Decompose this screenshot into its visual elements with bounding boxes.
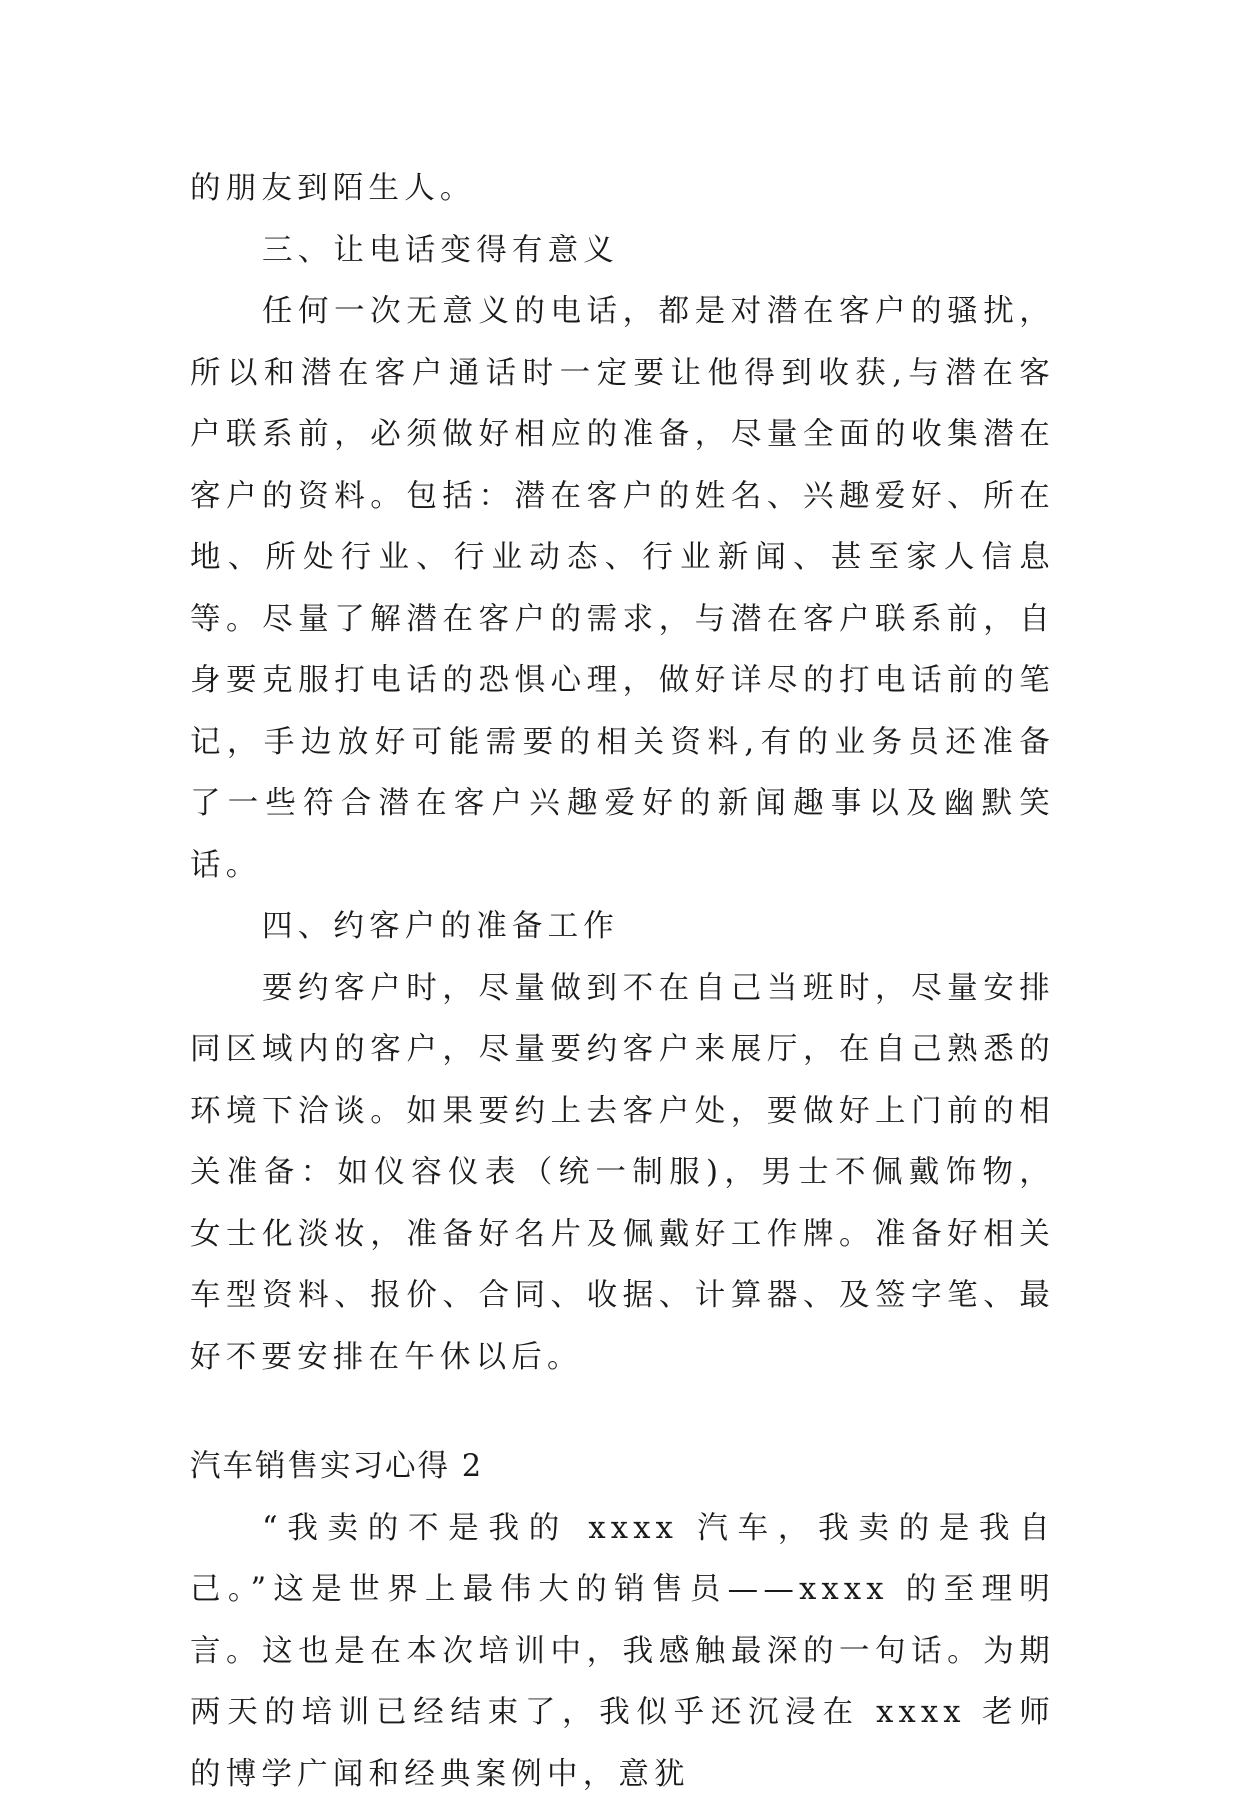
section-heading-3: 三、让电话变得有意义 <box>190 220 1055 282</box>
document-section-title: 汽车销售实习心得 2 <box>190 1436 1055 1498</box>
paragraph: 任何一次无意义的电话，都是对潜在客户的骚扰，所以和潜在客户通话时一定要让他得到收获,与潜在客户联系前，必须做好相应的准备，尽量全面的收集潜在客户的资料。包括：潜在客户的姓名、兴趣爱好、所在地、所处行业、行业动态、行业新闻、甚至家人信息等。尽量了解潜在客户的需求，与潜在客户联系前，自身要克服打电话的恐惧心理，做好详尽的打电话前的笔记，手边放好可能需要的相关资料,有的业务员还准备了一些符合潜在客户兴趣爱好的新闻趣事以及幽默笑话。 <box>190 281 1055 896</box>
section-heading-4: 四、约客户的准备工作 <box>190 896 1055 958</box>
paragraph: 的朋友到陌生人。 <box>190 158 1055 220</box>
paragraph: 要约客户时，尽量做到不在自己当班时，尽量安排同区域内的客户，尽量要约客户来展厅，在自己熟悉的环境下洽谈。如果要约上去客户处，要做好上门前的相关准备：如仪容仪表（统一制服)，男士不佩戴饰物，女士化淡妆，准备好名片及佩戴好工作牌。准备好相关车型资料、报价、合同、收据、计算器、及签字笔、最好不要安排在午休以后。 <box>190 958 1055 1389</box>
paragraph: “我卖的不是我的 xxxx 汽车，我卖的是我自己。”这是世界上最伟大的销售员——xxxx 的至理明言。这也是在本次培训中，我感触最深的一句话。为期两天的培训已经结束了，我似乎还沉浸在 xxxx 老师的博学广闻和经典案例中，意犹 <box>190 1498 1055 1805</box>
document-page <box>190 158 1055 1805</box>
